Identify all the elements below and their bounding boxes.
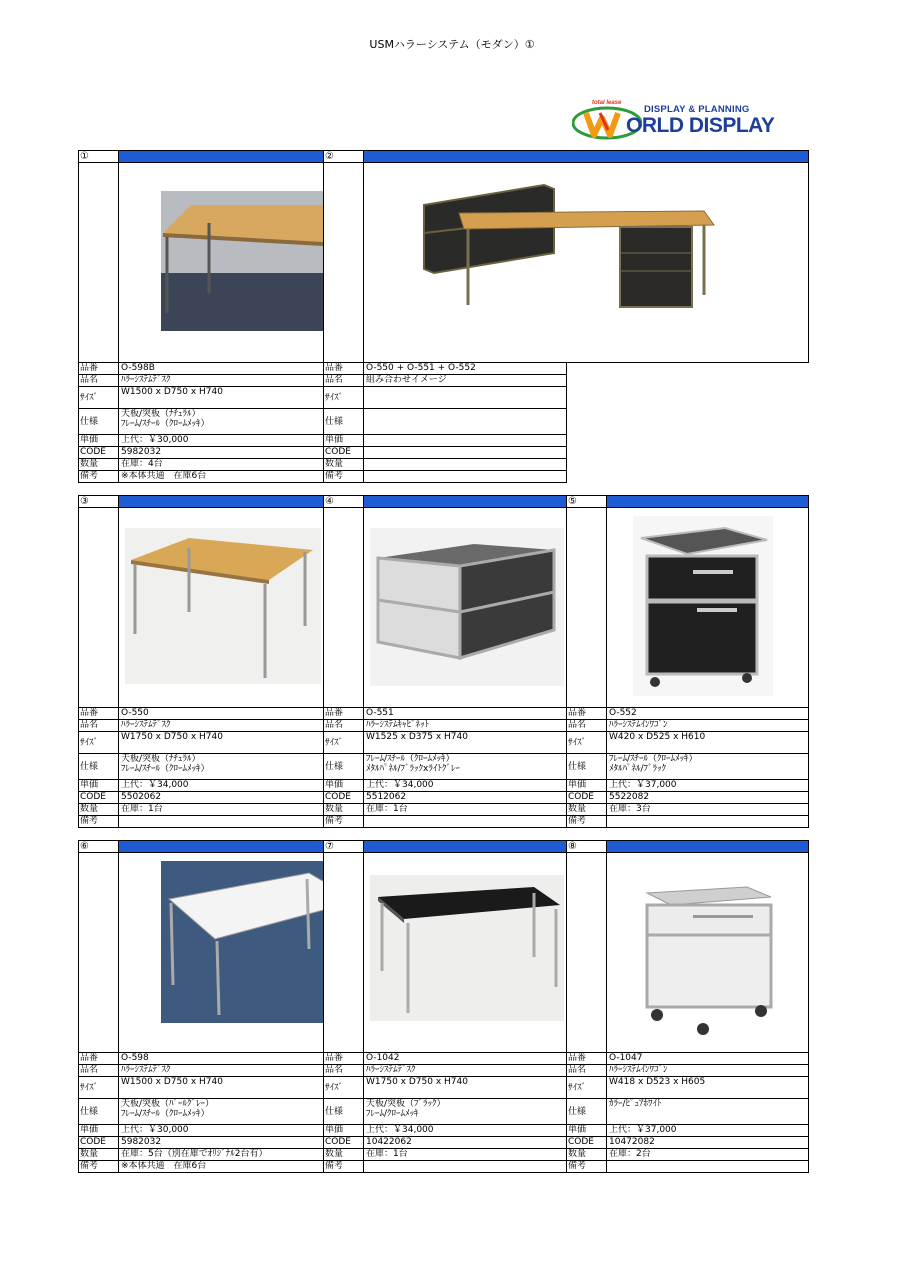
label-text: CODE — [325, 447, 351, 457]
value-text: 在庫：4台 — [121, 459, 163, 469]
label-text: 数量 — [80, 1149, 99, 1159]
product-photo — [607, 508, 809, 708]
label-text: 品名 — [80, 720, 99, 730]
image-spacer — [78, 507, 119, 708]
item-number-text: ⑧ — [568, 841, 577, 852]
label-text: 備考 — [325, 1161, 344, 1171]
label-text: ｻｲｽﾞ — [80, 392, 99, 403]
spec-line-1: 天板/突板（ﾌﾞﾗｯｸ） — [366, 1099, 446, 1109]
value-bikou — [606, 1160, 809, 1173]
value-text: 在庫：2台 — [609, 1149, 651, 1159]
value-text: ﾊﾗｰｼｽﾃﾑﾃﾞｽｸ — [366, 1065, 416, 1075]
value-size — [118, 731, 324, 754]
label-size — [566, 1076, 607, 1099]
label-text: 備考 — [80, 1161, 99, 1171]
label-text: 備考 — [325, 816, 344, 826]
value-spec — [606, 753, 809, 780]
value-size — [363, 731, 567, 754]
value-bikou — [363, 815, 567, 828]
image-spacer — [78, 162, 119, 363]
product-photo — [364, 853, 567, 1053]
product-photo-cell — [118, 852, 324, 1053]
value-text: O-1047 — [609, 1053, 643, 1063]
image-spacer — [566, 507, 607, 708]
value-text: W1750 x D750 x H740 — [121, 732, 223, 742]
value-text: W420 x D525 x H610 — [609, 732, 706, 742]
value-text: 5982032 — [121, 447, 162, 457]
item-number-text: ④ — [325, 496, 334, 507]
value-bikou — [118, 1160, 324, 1173]
value-text: 5982032 — [121, 1137, 162, 1147]
label-text: 品名 — [325, 720, 344, 730]
value-size — [606, 731, 809, 754]
label-text: 備考 — [568, 816, 587, 826]
label-text: CODE — [325, 1137, 351, 1147]
label-text: CODE — [80, 792, 106, 802]
label-text: ｻｲｽﾞ — [80, 737, 99, 748]
label-text: 仕様 — [80, 1106, 99, 1117]
value-text: O-598B — [121, 363, 155, 373]
label-text: 単価 — [568, 780, 587, 790]
label-shiyou — [78, 753, 119, 780]
product-photo-cell — [363, 852, 567, 1053]
spec-line-1: 天板/突板（ﾅﾁｭﾗﾙ） — [121, 409, 201, 419]
value-text: W1750 x D750 x H740 — [366, 1077, 468, 1087]
label-text: 品名 — [325, 375, 344, 385]
label-shiyou — [78, 408, 119, 435]
label-text: CODE — [80, 447, 106, 457]
value-text: O-552 — [609, 708, 637, 718]
value-spec — [363, 408, 567, 435]
value-text: ﾊﾗｰｼｽﾃﾑｷｬﾋﾞﾈｯﾄ — [366, 720, 430, 730]
label-text: CODE — [568, 1137, 594, 1147]
label-text: 数量 — [568, 804, 587, 814]
product-photo-cell — [606, 852, 809, 1053]
image-spacer — [323, 162, 364, 363]
label-shiyou — [566, 1098, 607, 1125]
label-text: 品名 — [80, 375, 99, 385]
value-text: 上代：￥30,000 — [121, 1125, 189, 1135]
value-size — [363, 1076, 567, 1099]
spec-line-1: 天板/突板（ﾊﾟｰﾙｸﾞﾚｰ） — [121, 1099, 215, 1109]
label-bikou — [566, 1160, 607, 1173]
value-bikou — [363, 470, 567, 483]
label-shiyou — [566, 753, 607, 780]
value-text: ﾊﾗｰｼｽﾃﾑｲﾝﾜｺﾞﾝ — [609, 1065, 668, 1075]
value-text: 在庫：1台 — [366, 804, 408, 814]
label-text: 仕様 — [325, 416, 344, 427]
label-text: 品名 — [325, 1065, 344, 1075]
label-text: 仕様 — [568, 761, 587, 772]
value-text: W1500 x D750 x H740 — [121, 387, 223, 397]
label-text: 単価 — [80, 780, 99, 790]
value-text: 在庫：1台 — [366, 1149, 408, 1159]
label-text: 品番 — [325, 708, 344, 718]
value-text: ※本体共通 在庫6台 — [121, 471, 207, 481]
value-text: O-550 — [121, 708, 149, 718]
label-bikou — [78, 1160, 119, 1173]
logo-small-text: total lease — [592, 100, 622, 106]
product-photo — [364, 163, 809, 363]
label-bikou — [323, 470, 364, 483]
value-text: 5522082 — [609, 792, 650, 802]
label-size — [323, 731, 364, 754]
label-text: ｻｲｽﾞ — [325, 737, 344, 748]
spec-line-1: 天板/突板（ﾅﾁｭﾗﾙ） — [121, 754, 201, 764]
label-bikou — [78, 815, 119, 828]
label-text: 品名 — [568, 720, 587, 730]
label-text: 品番 — [80, 363, 99, 373]
spec-line-2: ﾒﾀﾙﾊﾟﾈﾙ/ﾌﾞﾗｯｸ — [609, 764, 667, 774]
label-text: CODE — [80, 1137, 106, 1147]
product-photo — [364, 508, 567, 708]
value-spec — [606, 1098, 809, 1125]
label-text: ｻｲｽﾞ — [568, 1082, 587, 1093]
value-text: 10422062 — [366, 1137, 412, 1147]
spec-line-2: ﾌﾚｰﾑ/ｸﾛｰﾑﾒｯｷ — [366, 1109, 419, 1119]
value-text: 上代：￥37,000 — [609, 1125, 677, 1135]
value-spec — [363, 1098, 567, 1125]
label-bikou — [323, 1160, 364, 1173]
label-size — [566, 731, 607, 754]
label-shiyou — [78, 1098, 119, 1125]
value-spec — [118, 753, 324, 780]
label-text: ｻｲｽﾞ — [568, 737, 587, 748]
label-text: 仕様 — [568, 1106, 587, 1117]
value-text: ﾊﾗｰｼｽﾃﾑｲﾝﾜｺﾞﾝ — [609, 720, 668, 730]
label-text: 単価 — [80, 1125, 99, 1135]
product-photo-cell — [606, 507, 809, 708]
label-size — [323, 1076, 364, 1099]
label-shiyou — [323, 1098, 364, 1125]
value-text: 上代：￥30,000 — [121, 435, 189, 445]
spec-line-1: ｶﾗｰ/ﾋﾟｭｱﾎﾜｲﾄ — [609, 1099, 662, 1109]
spec-line-2: ﾌﾚｰﾑ/ｽﾁｰﾙ（ｸﾛｰﾑﾒｯｷ） — [121, 419, 210, 429]
label-text: 数量 — [80, 804, 99, 814]
value-text: W1500 x D750 x H740 — [121, 1077, 223, 1087]
item-number-text: ⑤ — [568, 496, 577, 507]
value-text: O-551 — [366, 708, 394, 718]
label-text: 備考 — [80, 816, 99, 826]
label-text: 数量 — [80, 459, 99, 469]
value-text: 5502062 — [121, 792, 162, 802]
product-photo — [119, 508, 324, 708]
value-spec — [118, 408, 324, 435]
label-text: 単価 — [568, 1125, 587, 1135]
label-text: 単価 — [80, 435, 99, 445]
label-text: ｻｲｽﾞ — [325, 1082, 344, 1093]
value-text: O-598 — [121, 1053, 149, 1063]
product-photo — [119, 853, 324, 1053]
product-photo-cell — [363, 507, 567, 708]
value-text: W418 x D523 x H605 — [609, 1077, 706, 1087]
label-text: 仕様 — [80, 761, 99, 772]
value-text: ﾊﾗｰｼｽﾃﾑﾃﾞｽｸ — [121, 1065, 171, 1075]
image-spacer — [78, 852, 119, 1053]
value-text: ※本体共通 在庫6台 — [121, 1161, 207, 1171]
label-text: 数量 — [325, 1149, 344, 1159]
product-photo — [119, 163, 324, 363]
label-bikou — [78, 470, 119, 483]
label-text: 品名 — [568, 1065, 587, 1075]
label-text: 品名 — [80, 1065, 99, 1075]
company-logo — [572, 100, 808, 142]
logo-name: ORLD DISPLAY — [626, 114, 775, 137]
label-bikou — [323, 815, 364, 828]
label-text: 品番 — [568, 708, 587, 718]
label-text: 品番 — [325, 1053, 344, 1063]
label-text: 仕様 — [325, 761, 344, 772]
label-text: 品番 — [80, 1053, 99, 1063]
item-number-text: ⑦ — [325, 841, 334, 852]
value-text: 5512062 — [366, 792, 407, 802]
value-text: W1525 x D375 x H740 — [366, 732, 468, 742]
value-text: 組み合わせイメージ — [366, 375, 447, 385]
page-title: USMハラーシステム（モダン）① — [369, 38, 535, 51]
value-spec — [118, 1098, 324, 1125]
label-text: 単価 — [325, 1125, 344, 1135]
value-text: 在庫：1台 — [121, 804, 163, 814]
label-text: 仕様 — [325, 1106, 344, 1117]
item-number-text: ① — [80, 151, 89, 162]
item-number-text: ⑥ — [80, 841, 89, 852]
value-text: 上代：￥34,000 — [366, 780, 434, 790]
value-spec — [363, 753, 567, 780]
product-photo-cell — [118, 162, 324, 363]
item-number-text: ② — [325, 151, 334, 162]
value-bikou — [363, 1160, 567, 1173]
label-text: 数量 — [325, 459, 344, 469]
label-shiyou — [323, 753, 364, 780]
product-photo-cell — [118, 507, 324, 708]
value-bikou — [606, 815, 809, 828]
label-text: 品番 — [325, 363, 344, 373]
label-text: 数量 — [568, 1149, 587, 1159]
value-text: O-1042 — [366, 1053, 400, 1063]
value-text: ﾊﾗｰｼｽﾃﾑﾃﾞｽｸ — [121, 720, 171, 730]
label-text: 備考 — [325, 471, 344, 481]
spec-line-2: ﾒﾀﾙﾊﾟﾈﾙ/ﾌﾞﾗｯｸxﾗｲﾄｸﾞﾚｰ — [366, 764, 460, 774]
label-text: CODE — [325, 792, 351, 802]
item-number-text: ③ — [80, 496, 89, 507]
label-text: CODE — [568, 792, 594, 802]
label-text: ｻｲｽﾞ — [80, 1082, 99, 1093]
label-text: 品番 — [80, 708, 99, 718]
spec-line-1: ﾌﾚｰﾑ/ｽﾁｰﾙ（ｸﾛｰﾑﾒｯｷ） — [609, 754, 698, 764]
label-text: ｻｲｽﾞ — [325, 392, 344, 403]
value-text: 在庫：5台（別在庫でｵﾘｼﾞﾅﾙ2台有） — [121, 1149, 268, 1159]
label-size — [78, 1076, 119, 1099]
value-bikou — [118, 470, 324, 483]
spec-line-2: ﾌﾚｰﾑ/ｽﾁｰﾙ（ｸﾛｰﾑﾒｯｷ） — [121, 764, 210, 774]
value-text: 10472082 — [609, 1137, 655, 1147]
label-size — [78, 731, 119, 754]
logo-tagline: DISPLAY & PLANNING — [644, 104, 750, 115]
value-text: O-550 + O-551 + O-552 — [366, 363, 476, 373]
product-photo-cell — [363, 162, 809, 363]
label-size — [323, 386, 364, 409]
label-text: 備考 — [568, 1161, 587, 1171]
value-text: 上代：￥34,000 — [121, 780, 189, 790]
value-bikou — [118, 815, 324, 828]
value-text: 上代：￥37,000 — [609, 780, 677, 790]
value-size — [606, 1076, 809, 1099]
spec-line-2: ﾌﾚｰﾑ/ｽﾁｰﾙ（ｸﾛｰﾑﾒｯｷ） — [121, 1109, 210, 1119]
label-text: 品番 — [568, 1053, 587, 1063]
spec-line-1: ﾌﾚｰﾑ/ｽﾁｰﾙ（ｸﾛｰﾑﾒｯｷ） — [366, 754, 455, 764]
value-text: ﾊﾗｰｼｽﾃﾑﾃﾞｽｸ — [121, 375, 171, 385]
label-shiyou — [323, 408, 364, 435]
value-text: 上代：￥34,000 — [366, 1125, 434, 1135]
label-text: 仕様 — [80, 416, 99, 427]
value-size — [363, 386, 567, 409]
label-text: 単価 — [325, 780, 344, 790]
product-photo — [607, 853, 809, 1053]
label-bikou — [566, 815, 607, 828]
value-size — [118, 1076, 324, 1099]
label-text: 数量 — [325, 804, 344, 814]
label-text: 単価 — [325, 435, 344, 445]
image-spacer — [323, 507, 364, 708]
value-text: 在庫：3台 — [609, 804, 651, 814]
label-size — [78, 386, 119, 409]
value-size — [118, 386, 324, 409]
image-spacer — [566, 852, 607, 1053]
image-spacer — [323, 852, 364, 1053]
label-text: 備考 — [80, 471, 99, 481]
